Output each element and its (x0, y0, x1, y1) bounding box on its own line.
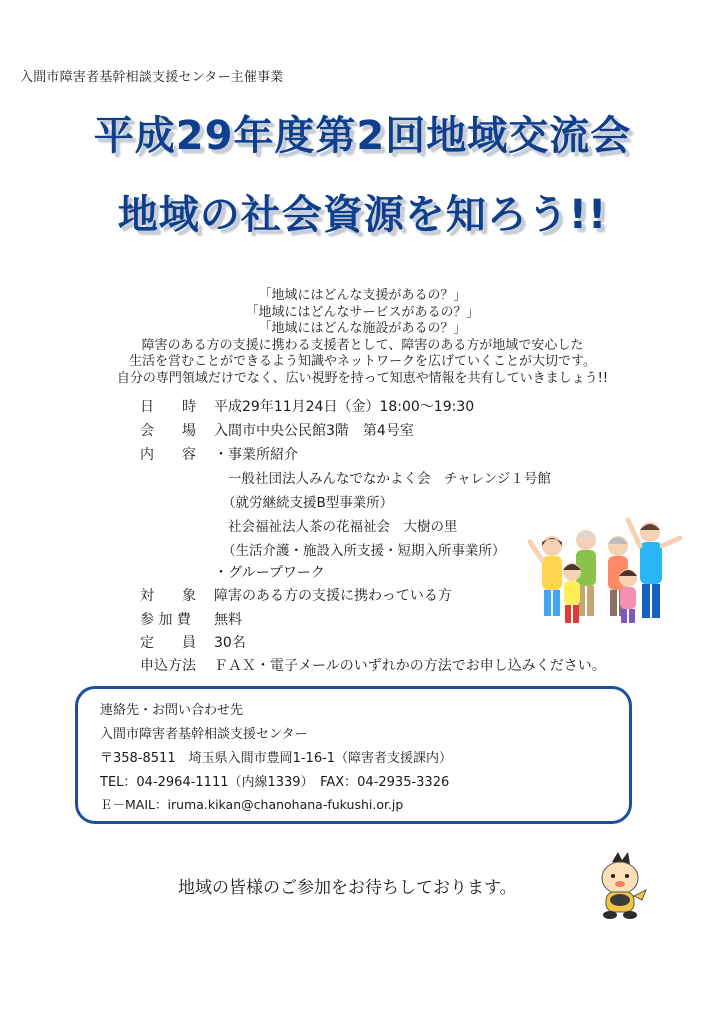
intro-line: 「地域にはどんな施設があるの？」 (258, 321, 467, 337)
apply-label: 申込方法 (140, 658, 196, 674)
fee-value: 無料 (214, 612, 242, 628)
sponsor-line: 入間市障害者基幹相談支援センター主催事業 (20, 70, 284, 85)
date-label: 日 時 (140, 399, 196, 415)
org2-name: 社会福祉法人茶の花福祉会 大樹の里 (228, 519, 458, 535)
org1-name: 一般社団法人みんなでなかよく会 チャレンジ１号館 (228, 471, 551, 487)
capacity-value: 30名 (214, 635, 246, 651)
capacity-label: 定 員 (140, 635, 196, 651)
apply-value: ＦＡＸ・電子メールのいずれかの方法でお申し込みください。 (214, 658, 606, 674)
venue-value: 入間市中央公民館3階 第4号室 (214, 423, 414, 439)
date-value: 平成29年11月24日（金）18:00〜19:30 (214, 399, 475, 415)
contact-heading: 連絡先・お問い合わせ先 (100, 703, 244, 718)
target-value: 障害のある方の支援に携わっている方 (214, 588, 452, 604)
content-label: 内 容 (140, 447, 196, 463)
contact-box (75, 686, 632, 824)
venue-label: 会 場 (140, 423, 196, 439)
intro-line: 「地域にはどんな支援があるの？」 (258, 288, 467, 303)
intro-line: 生活を営むことができるよう知識やネットワークを広げていくことが大切です。 (129, 354, 596, 370)
title-sub: 地域の社会資源を知ろう!! (117, 192, 608, 238)
contact-email: Ｅ－MAIL：iruma.kikan@chanohana-fukushi.or.jp (100, 797, 404, 812)
group-of-people-illustration (528, 512, 688, 630)
fee-label: 参 加 費 (140, 612, 191, 628)
target-label: 対 象 (140, 588, 196, 604)
content-item-groupwork: ・グループワーク (214, 565, 325, 581)
intro-text (0, 288, 725, 388)
closing-message: 地域の皆様のご参加をお待ちしております。 (178, 878, 517, 898)
content-item-intro: ・事業所紹介 (214, 447, 298, 463)
contact-org: 入間市障害者基幹相談支援センター (100, 727, 308, 742)
org2-type: （生活介護・施設入所支援・短期入所事業所） (222, 543, 506, 559)
intro-line: 「地域にはどんなサービスがあるの？」 (245, 304, 480, 320)
contact-address: 〒358-8511 埼玉県入間市豊岡1-16-1（障害者支援課内） (100, 751, 453, 766)
org1-type: （就労継続支援B型事業所） (222, 495, 394, 511)
contact-phone-fax: TEL：04-2964-1111（内線1339） FAX：04-2935-3326 (100, 775, 450, 790)
mascot-character-illustration (590, 852, 650, 922)
intro-line: 自分の専門領域だけでなく、広い視野を持って知恵や情報を共有していきましょう!! (116, 370, 609, 386)
intro-line: 障害のある方の支援に携わる支援者として、障害のある方が地域で安心した (141, 337, 584, 353)
title-main: 平成29年度第2回地域交流会 (93, 113, 632, 159)
